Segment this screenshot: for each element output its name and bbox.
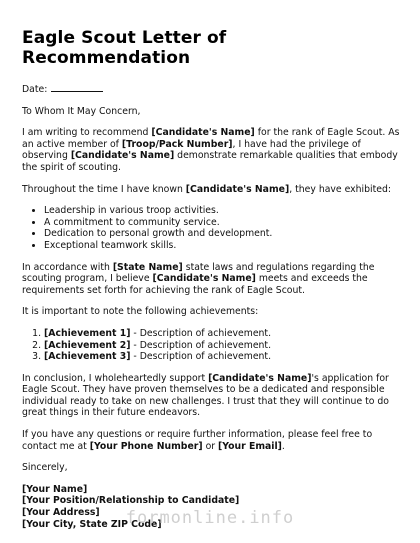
date-blank <box>51 82 103 92</box>
achievements-intro: It is important to note the following achievements: <box>22 306 259 318</box>
text: In accordance with <box>22 261 113 273</box>
placeholder-state-name: [State Name] <box>112 261 183 273</box>
placeholder-achievement: [Achievement 3] <box>44 351 131 363</box>
qualities-intro <box>22 184 400 196</box>
list-item: • Dedication to personal growth and development. <box>44 228 400 240</box>
placeholder-candidate-name: [Candidate's Name] <box>208 372 312 384</box>
letter-page <box>22 28 400 530</box>
placeholder-candidate-name: [Candidate's Name] <box>185 183 290 195</box>
text: , I have had the privilege of observing <box>22 138 361 162</box>
text: In conclusion, I wholeheartedly support <box>22 372 209 384</box>
contact-paragraph <box>22 429 400 452</box>
signature-city: [Your City, State ZIP Code] <box>22 518 162 530</box>
placeholder-candidate-name: [Candidate's Name] <box>70 150 175 162</box>
text: or <box>202 440 219 452</box>
placeholder-troop-number: [Troop/Pack Number] <box>121 138 233 150</box>
placeholder-phone-number: [Your Phone Number] <box>89 440 203 452</box>
closing: Sincerely, <box>22 462 68 474</box>
text: meets and exceeds the requirements set forth for achieving the rank of Eagle Scout. <box>22 273 368 296</box>
text: - Description of achievement. <box>130 339 272 351</box>
placeholder-email: [Your Email] <box>218 440 282 452</box>
signature-address: [Your Address] <box>22 507 100 519</box>
text: 's application for Eagle Scout. They have proven themselves to be a dedicated and responsible individual ready to take on new challenges. I trust that they will continue to do great things in their future endeavors. <box>22 372 389 419</box>
achievements-list <box>22 328 400 363</box>
text: - Description of achievement. <box>130 351 272 363</box>
page-title: Eagle Scout Letter of Recommendation <box>22 28 227 68</box>
placeholder-achievement: [Achievement 1] <box>44 327 131 339</box>
list-item <box>44 328 400 340</box>
text: demonstrate remarkable qualities that embody the spirit of scouting. <box>22 150 398 173</box>
date-line <box>22 82 400 96</box>
text: Throughout the time I have known <box>22 183 186 195</box>
salutation: To Whom It May Concern, <box>22 105 141 117</box>
text: . <box>281 440 285 452</box>
list-item: • A commitment to community service. <box>44 217 400 229</box>
intro-paragraph <box>22 127 400 173</box>
list-item <box>44 351 400 363</box>
watermark: formonline.info <box>125 508 295 528</box>
text: I am writing to recommend <box>22 127 152 139</box>
text: for the rank of Eagle Scout. As an active member of <box>22 127 400 150</box>
list-item: • Leadership in various troop activities. <box>44 205 400 217</box>
qualities-list <box>22 205 400 251</box>
placeholder-candidate-name: [Candidate's Name] <box>152 273 256 285</box>
conclusion-paragraph <box>22 373 400 419</box>
text: If you have any questions or require further information, please feel free to contact me at <box>22 429 373 452</box>
placeholder-candidate-name: [Candidate's Name] <box>151 127 255 139</box>
placeholder-achievement: [Achievement 2] <box>44 339 131 351</box>
list-item <box>44 340 400 352</box>
list-item: • Exceptional teamwork skills. <box>44 240 400 252</box>
text: , they have exhibited: <box>289 183 392 195</box>
state-paragraph <box>22 262 400 297</box>
text: state laws and regulations regarding the scouting program, I believe <box>22 261 375 285</box>
signature-name: [Your Name] <box>22 483 88 495</box>
signature-position: [Your Position/Relationship to Candidate] <box>22 495 240 507</box>
date-label: Date: <box>22 84 48 95</box>
text: - Description of achievement. <box>130 327 272 339</box>
